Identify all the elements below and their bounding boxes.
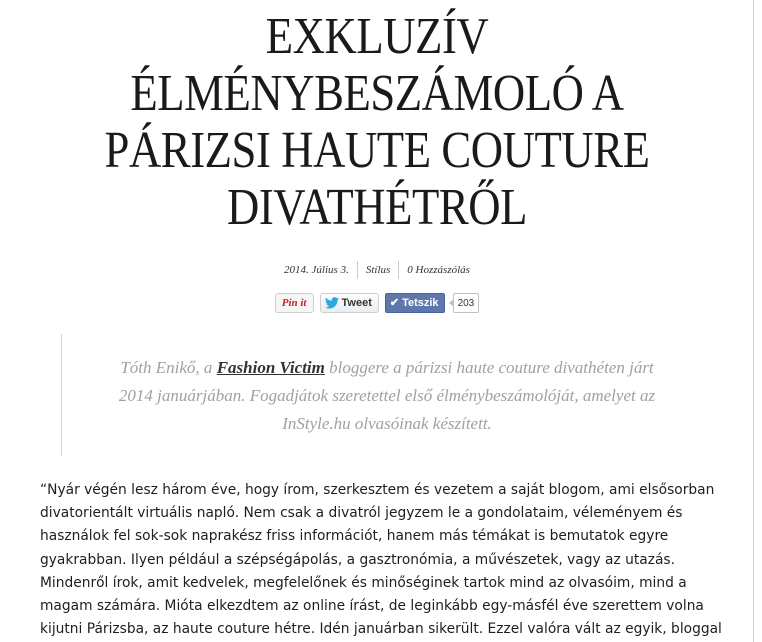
share-bar <box>0 293 754 313</box>
intro-text-line1: bloggere a párizsi haute couture divathéten járt <box>324 358 654 377</box>
article-body <box>40 479 720 641</box>
title-line: EXKLUZÍV <box>265 8 489 65</box>
body-line: “Nyár végén lesz három éve, hogy írom, szerkesztem és vezetem a saját blogom, ami elsősorban <box>40 482 715 498</box>
body-line: kijutni Párizsba, az haute couture hétre. Idén januárban sikerült. Ezzel valóra vált az egyik, bloggal <box>40 621 722 638</box>
title-line: ÉLMÉNYBESZÁMOLÓ A <box>130 65 624 122</box>
twitter-bird-icon <box>325 297 339 309</box>
tweet-button[interactable] <box>320 293 379 313</box>
like-count-badge: 203 <box>453 293 480 313</box>
body-line: magam számára. Mióta elkezdtem az online írást, de leginkább egy-másfél éve szerettem volna <box>40 598 704 615</box>
page-gutter <box>755 0 762 642</box>
intro-text-start: Tóth Enikő, a <box>120 358 217 377</box>
post-date: 2014. Július 3. <box>284 264 349 276</box>
intro-text-line2: 2014 januárjában. Fogadjátok szeretettel első élménybeszámolóját, amelyet az <box>118 386 656 405</box>
title-line: DIVATHÉTRŐL <box>226 179 528 236</box>
facebook-like-button[interactable] <box>385 293 445 313</box>
pin-it-label: Pin it <box>281 297 307 309</box>
pin-it-button[interactable] <box>275 293 314 313</box>
article-meta <box>0 261 754 279</box>
comments-link[interactable]: 0 Hozzászólás <box>407 264 470 276</box>
intro-text <box>84 354 690 438</box>
body-line: divatorientált virtuális napló. Nem csak a divatról jegyzem le a gondolataim, véleményem és <box>40 505 683 522</box>
article-title <box>53 8 701 236</box>
checkmark-icon: ✔ <box>389 296 400 309</box>
like-label: Tetszik <box>402 297 439 309</box>
intro-text-line3: InStyle.hu olvasóinak készített. <box>282 414 492 433</box>
fashion-victim-link[interactable]: Fashion Victim <box>216 358 325 377</box>
body-line: használok fel sok-sok naprakész friss információt, hanem más témákat is bemutatok egyre <box>40 528 669 545</box>
body-line: Mindenről írok, amit kedvelek, megfelelőnek és minőséginek tartok mind az olvasóim, mind a <box>40 574 687 591</box>
category-link[interactable]: Stílus <box>365 264 391 276</box>
title-line: PÁRIZSI HAUTE COUTURE <box>104 122 650 179</box>
intro-quote <box>61 334 689 456</box>
tweet-label: Tweet <box>341 297 372 309</box>
body-line: gyakrabban. Ilyen például a szépségápolás, a gasztronómia, a művészetek, vagy az utazás. <box>40 551 675 568</box>
